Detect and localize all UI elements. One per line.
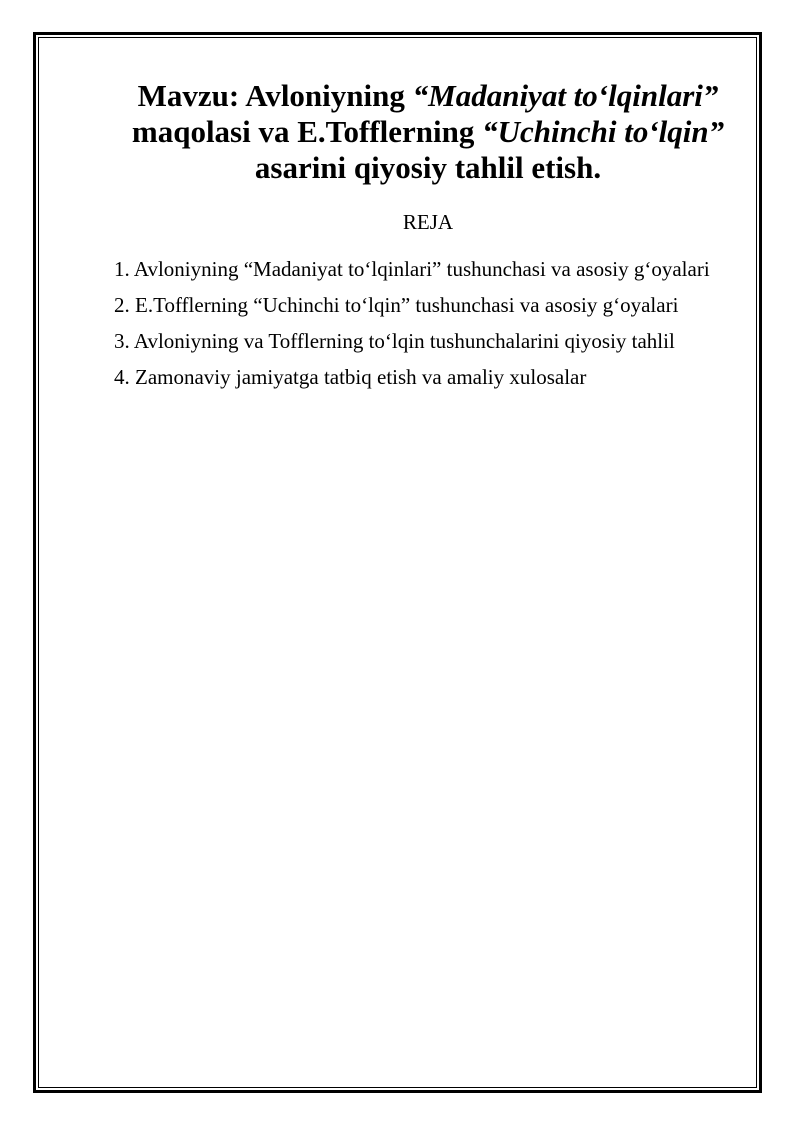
page-border-inner	[38, 37, 757, 1088]
title-part-1: Mavzu: Avloniyning	[137, 78, 413, 113]
title-part-3: maqolasi va E.Tofflerning	[131, 114, 483, 149]
title-part-4-italic: “Uchinchi to‘lqin”	[482, 114, 725, 149]
plan-item-3: 3. Avloniyning va Tofflerning to‘lqin tushunchalarini qiyosiy tahlil	[114, 329, 675, 353]
plan-item-4: 4. Zamonaviy jamiyatga tatbiq etish va amaliy xulosalar	[114, 365, 587, 389]
plan-list	[114, 254, 734, 398]
page-title	[100, 78, 756, 186]
title-part-2-italic: “Madaniyat to‘lqinlari”	[412, 78, 719, 113]
plan-item-1: 1. Avloniyning “Madaniyat to‘lqinlari” tushunchasi va asosiy g‘oyalari	[114, 257, 710, 281]
plan-heading: REJA	[402, 210, 454, 234]
title-part-5: asarini qiyosiy tahlil etish.	[254, 150, 602, 185]
plan-item-2: 2. E.Tofflerning “Uchinchi to‘lqin” tushunchasi va asosiy g‘oyalari	[114, 293, 679, 317]
